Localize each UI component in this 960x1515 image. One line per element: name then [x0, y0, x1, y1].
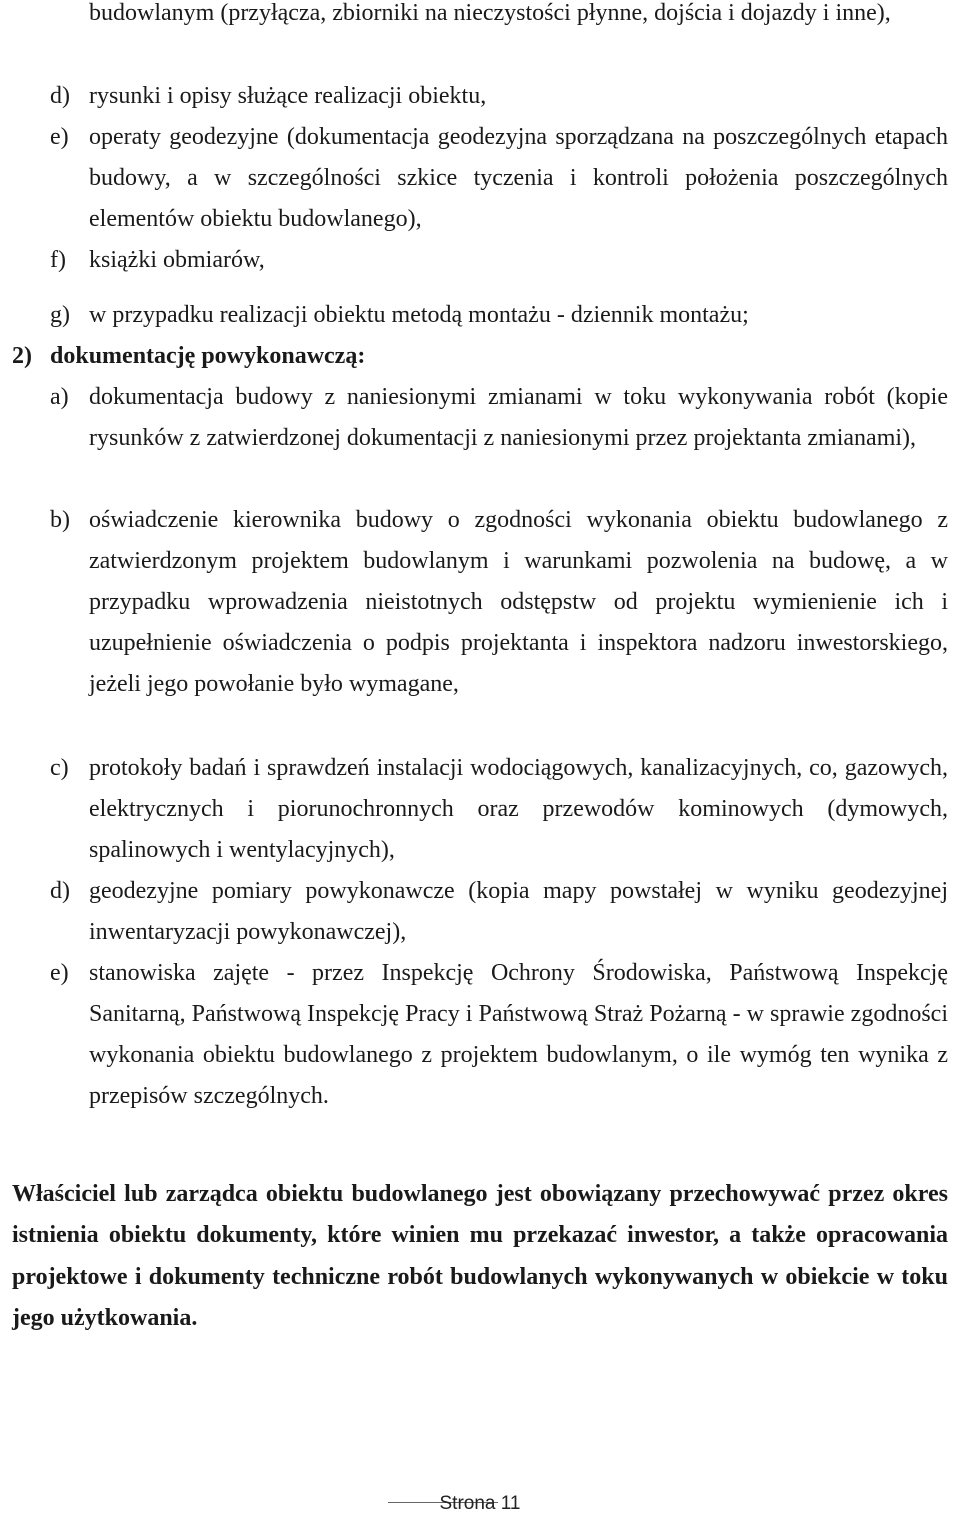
- list-item-label: f): [50, 247, 66, 273]
- list-item-label: d): [50, 878, 70, 904]
- list-item-label: g): [50, 302, 70, 328]
- section-heading: [12, 336, 365, 377]
- list-item-text: rysunki i opisy służące realizacji obiektu,: [89, 83, 487, 109]
- list-item-text: stanowiska zajęte - przez Inspekcję Ochrony Środowiska, Państwową Inspekcję Sanitarną, Państwową Inspekcję Pracy i Państwową Straż Pożarną - w sprawie zgodności wykonania obiektu budowlanego z projektem budowlanym, o ile wymóg ten wynika z przepisów szczególnych.: [89, 960, 948, 1109]
- list-item-text: książki obmiarów,: [89, 247, 265, 273]
- list-item-a: [50, 377, 948, 459]
- list-item-f: [50, 240, 948, 281]
- list-item-b: [50, 500, 948, 705]
- section-title: dokumentację powykonawczą:: [50, 343, 366, 369]
- page-number: Strona 11: [439, 1493, 521, 1514]
- list-item-g: [50, 295, 948, 336]
- list-item-d: [50, 871, 948, 953]
- list-item-label: d): [50, 83, 70, 109]
- list-item-e: [50, 117, 948, 240]
- list-item-label: a): [50, 384, 69, 410]
- list-item-text: geodezyjne pomiary powykonawcze (kopia mapy powstałej w wyniku geodezyjnej inwentaryzacji powykonawczej),: [89, 878, 948, 945]
- list-item-text: oświadczenie kierownika budowy o zgodności wykonania obiektu budowlanego z zatwierdzonym projektem budowlanym i warunkami pozwolenia na budowę, a w przypadku wprowadzenia nieistotnych odstępstw od projektu wymienienie ich i uzupełnienie oświadczenia o podpis projektanta i inspektora nadzoru inwestorskiego, jeżeli jego powołanie było wymagane,: [89, 507, 948, 697]
- section-number: 2): [12, 343, 32, 369]
- list-item-text: protokoły badań i sprawdzeń instalacji wodociągowych, kanalizacyjnych, co, gazowych, elektrycznych i piorunochronnych oraz przewodów kominowych (dymowych, spalinowych i wentylacyjnych),: [89, 755, 948, 863]
- list-item-text: w przypadku realizacji obiektu metodą montażu - dziennik montażu;: [89, 302, 749, 328]
- list-item-label: e): [50, 960, 69, 986]
- list-item-e: [50, 953, 948, 1117]
- list-item-text: dokumentacja budowy z naniesionymi zmianami w toku wykonywania robót (kopie rysunków z zatwierdzonej dokumentacji z naniesionymi przez projektanta zmianami),: [89, 384, 948, 451]
- closing-paragraph: Właściciel lub zarządca obiektu budowlanego jest obowiązany przechowywać przez okres istnienia obiektu dokumenty, które winien mu przekazać inwestor, a także opracowania projektowe i dokumenty techniczne robót budowlanych wykonywanych w obiekcie w toku jego użytkowania.: [12, 1181, 948, 1331]
- list-item-label: c): [50, 755, 69, 781]
- list-item-label: e): [50, 124, 69, 150]
- list-item-label: b): [50, 507, 70, 533]
- list-item-c: [50, 748, 948, 871]
- continuation-paragraph: budowlanym (przyłącza, zbiorniki na nieczystości płynne, dojścia i dojazdy i inne),: [89, 0, 891, 26]
- list-item-d: [50, 76, 948, 117]
- list-item-text: operaty geodezyjne (dokumentacja geodezyjna sporządzana na poszczególnych etapach budowy, a w szczególności szkice tyczenia i kontroli położenia poszczególnych elementów obiektu budowlanego),: [89, 124, 948, 232]
